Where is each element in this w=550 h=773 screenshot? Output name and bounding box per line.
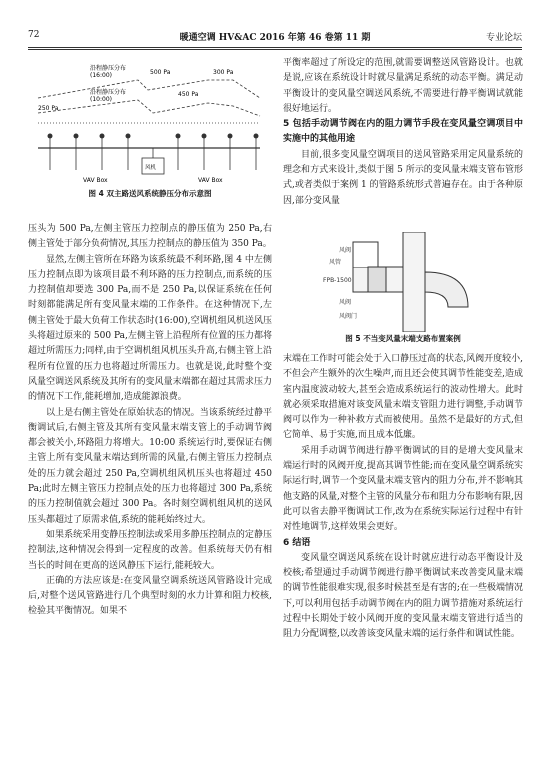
label-day-time: (16:00) [90,72,112,79]
figure-5-diagram [283,232,523,332]
label-vav-right: VAV Box [198,177,223,184]
journal-title: 暖通空调 HV&AC 2016 年第 46 卷第 11 期 [179,33,371,43]
right-column-top [283,56,523,209]
page-number: 72 [28,30,40,40]
figure-5-caption: 图 5 不当变风量末端支路布置案例 [345,334,461,343]
header-rule-2 [28,49,522,50]
label-box: FPB-1500 [323,277,352,284]
right-column-bottom [283,352,523,643]
section-6-title: 6 结语 [283,537,311,548]
figure-5 [283,232,523,332]
label-p250: 250 Pa [38,105,59,112]
paragraph: 末端在工作时可能会处于入口静压过高的状态,风阀开度较小,不但会产生额外的次生噪声,而且还会使其调节性能变差,造成室内温度波动较大,甚至会造成系统运行的波动性增大。此时就必须采取措施对该变风量末端支管阻力进行调整,手动调节阀可以作为一种补救方式而被使用。虽然不是最好的方式,但它简单、易于实施,而且成本低廉。 [283,354,523,441]
paragraph: 如果系统采用变静压控制法或采用多静压控制点的定静压控制法,这种情况会得到一定程度的改善。但系统每天仍有相当长的时间在更高的送风静压下运行,能耗较大。 [28,529,272,571]
paragraph: 变风量空调送风系统在设计时就应进行动态平衡设计及校核;希望通过手动调节阀进行静平衡调试来改善变风量末端的调节性能很难实现,很多时候甚至是有害的;在一些极端情况下,可以利用包括手动调节阀在内的阻力调节措施对系统运行过程中长期处于较小风阀开度的变风量末端支管进行适当的阻力分配调整,以改善该变风量末端的运行条件和调试性能。 [283,552,523,640]
page-header [28,30,522,46]
label-day-dist: 沿程静压分布 [90,65,127,72]
label-p450: 450 Pa [178,91,199,98]
figure-4-diagram [28,58,272,188]
label-night-dist: 沿程静压分布 [90,89,127,96]
paragraph: 目前,很多变风量空调项目的送风管路采用定风量系统的理念和方式来设计,类似于图 5 所示的变风量末端支管布管形式,或者类似于案例 1 的管路系统形式普遍存在。由于各种原因,部分变风量 [283,149,523,206]
paragraph: 采用手动调节阀进行静平衡调试的目的是增大变风量末端运行时的风阀开度,提高其调节性能;而在变风量空调系统实际运行时,调节一个变风量末端支管内的阻力分布,并不影响其他支路的风量,对整个主管的风量分布和阻力分布影响有限,因此可以省去静平衡调试工作,改为在系统实际运行过程中有针对性地调节,这样效果会更好。 [283,445,523,533]
label-duct-b: 风管 [329,259,342,266]
paragraph: 显然,左侧主管所在环路为该系统最不利环路,图 4 中左侧压力控制点即为该项目最不利环路的压力控制点,而系统的压力控制值却要选 300 Pa,而不是 250 Pa,以保证系统在任何时刻都能满足所有变风量末端的工作条件。在这种情况下,左侧主管处于最大负荷工作状态时(16:00),空调机组风机送风压头将超过原来的 500 Pa,左侧主管上沿程所有位置的压力都将超过所需压力;同样,由于空调机组风机压头升高,右侧主管上沿程所有位置的压力也将超过所需压力。也就是说,此时整个变风量空调送风系统及其所有的变风量末端都在超过其需求压力的情况下工作,能耗增加,造成能源浪费。 [28,254,272,403]
figure-4 [28,58,272,188]
paragraph: 以上是右侧主管处在原始状态的情况。当该系统经过静平衡调试后,右侧主管及其所有变风量末端支管上的手动调节阀都会被关小,环路阻力将增大。10:00 系统运行时,要保证右侧主管上所有变风量末端达到所需的风量,右侧主管压力控制点处的压力就会超过 250 Pa,空调机组风机压头也将超过 450 Pa;此时左侧主管压力控制点处的压力也将超过 300 Pa,系统的压力控制值就会超过 300 Pa。各时刻空调机组风机的送风压头都超过了原需求值,系统的能耗始终过大。 [28,407,272,525]
label-duct-d: 风阀门 [339,313,358,320]
label-p500: 500 Pa [150,69,171,76]
paragraph: 正确的方法应该是:在变风量空调系统送风管路设计完成后,对整个送风管路进行几个典型时刻的水力计算和阻力校核,检验其平衡情况。如果不 [28,575,272,617]
paragraph: 压头为 500 Pa,左侧主管压力控制点的静压值为 250 Pa,右侧主管处于部分负荷情况,其压力控制点的静压值为 350 Pa。 [28,224,272,250]
left-column [28,222,272,620]
section-name: 专业论坛 [485,33,522,43]
label-duct-a: 风阀 [339,247,352,254]
label-duct-c: 风阀 [339,299,352,306]
label-ahu: 风机 [145,165,157,171]
header-rule [28,47,522,48]
label-vav-left: VAV Box [83,177,108,184]
label-night-time: (10:00) [90,96,112,103]
figure-4-caption: 图 4 双主路送风系统静压分布示意图 [88,189,212,198]
section-5-title: 5 包括手动调节阀在内的阻力调节手段在变风量空调项目中实施中的其他用途 [283,119,523,145]
label-p300: 300 Pa [213,69,234,76]
paragraph: 平衡率超过了所设定的范围,就需要调整送风管路设计。也就是说,应该在系统设计时就尽量满足系统的动态平衡。满足动平衡设计的变风量空调送风系统,不需要进行静平衡调试就能很好地运行。 [283,58,523,114]
